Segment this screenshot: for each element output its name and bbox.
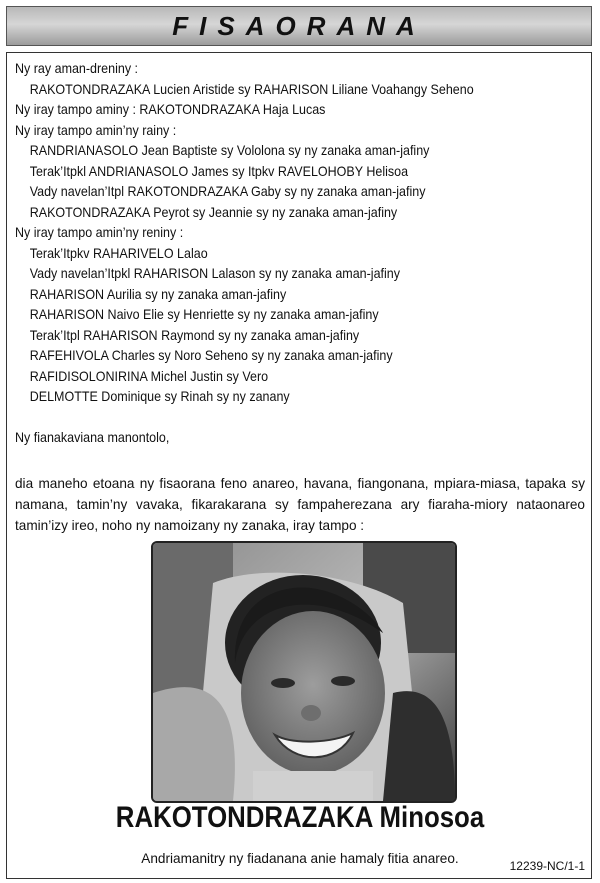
family-line: Terak’Itpl RAHARISON Raymond sy ny zanaka aman-jafiny [29,327,360,343]
family-line: Ny iray tampo amin’ny reniny : [15,225,184,240]
epitaph: Andriamanitry ny fiadanana anie hamaly fitia anareo. [141,851,459,866]
family-line: DELMOTTE Dominique sy Rinah sy ny zanany [29,389,290,404]
thanks-paragraph: dia maneho etoana ny fisaorana feno anareo, havana, fiangonana, mpiara-miasa, tapaka sy namana, tamin’ny vavaka, fikarakarana sy fampaherezana ary fiaraha-miory nataonareo tamin’izy ireo, noho ny namoizany ny zanaka, iray tampo : [15,476,585,533]
family-signature: Ny fianakaviana manontolo, [15,430,170,445]
family-line: Terak’Itpkv RAHARIVELO Lalao [29,245,208,261]
family-line: Vady navelan’Itpkl RAHARISON Lalason sy ny zanaka aman-jafiny [29,266,401,281]
family-line: Vady navelan’Itpl RAKOTONDRAZAKA Gaby sy ny zanaka aman-jafiny [29,184,426,199]
notice-title: FISAORANA [172,10,426,41]
deceased-name: RAKOTONDRAZAKA Minosoa [115,801,485,834]
family-line: RANDRIANASOLO Jean Baptiste sy Vololona sy ny zanaka aman-jafiny [29,143,430,158]
family-line: RAFIDISOLONIRINA Michel Justin sy Vero [29,368,269,384]
family-line: Ny iray tampo aminy : RAKOTONDRAZAKA Haja Lucas [15,102,326,117]
family-line: RAHARISON Naivo Elie sy Henriette sy ny zanaka aman-jafiny [29,307,379,322]
family-line: RAHARISON Aurilia sy ny zanaka aman-jafiny [29,286,287,302]
notice-body [6,52,592,879]
family-line: Ny ray aman-dreniny : [15,61,139,76]
notice-frame [6,6,592,879]
family-line: Ny iray tampo amin’ny rainy : [15,122,177,138]
family-line: RAKOTONDRAZAKA Peyrot sy Jeannie sy ny zanaka aman-jafiny [29,204,398,220]
notice-header [6,6,592,46]
family-line: RAKOTONDRAZAKA Lucien Aristide sy RAHARISON Liliane Voahangy Seheno [29,81,474,97]
family-list [15,59,538,449]
reference-code: 12239-NC/1-1 [509,859,585,873]
family-line: Terak’Itpkl ANDRIANASOLO James sy Itpkv RAVELOHOBY Helisoa [29,163,409,179]
family-line: RAFEHIVOLA Charles sy Noro Seheno sy ny zanaka aman-jafiny [29,348,393,363]
portrait-photo [151,541,457,803]
